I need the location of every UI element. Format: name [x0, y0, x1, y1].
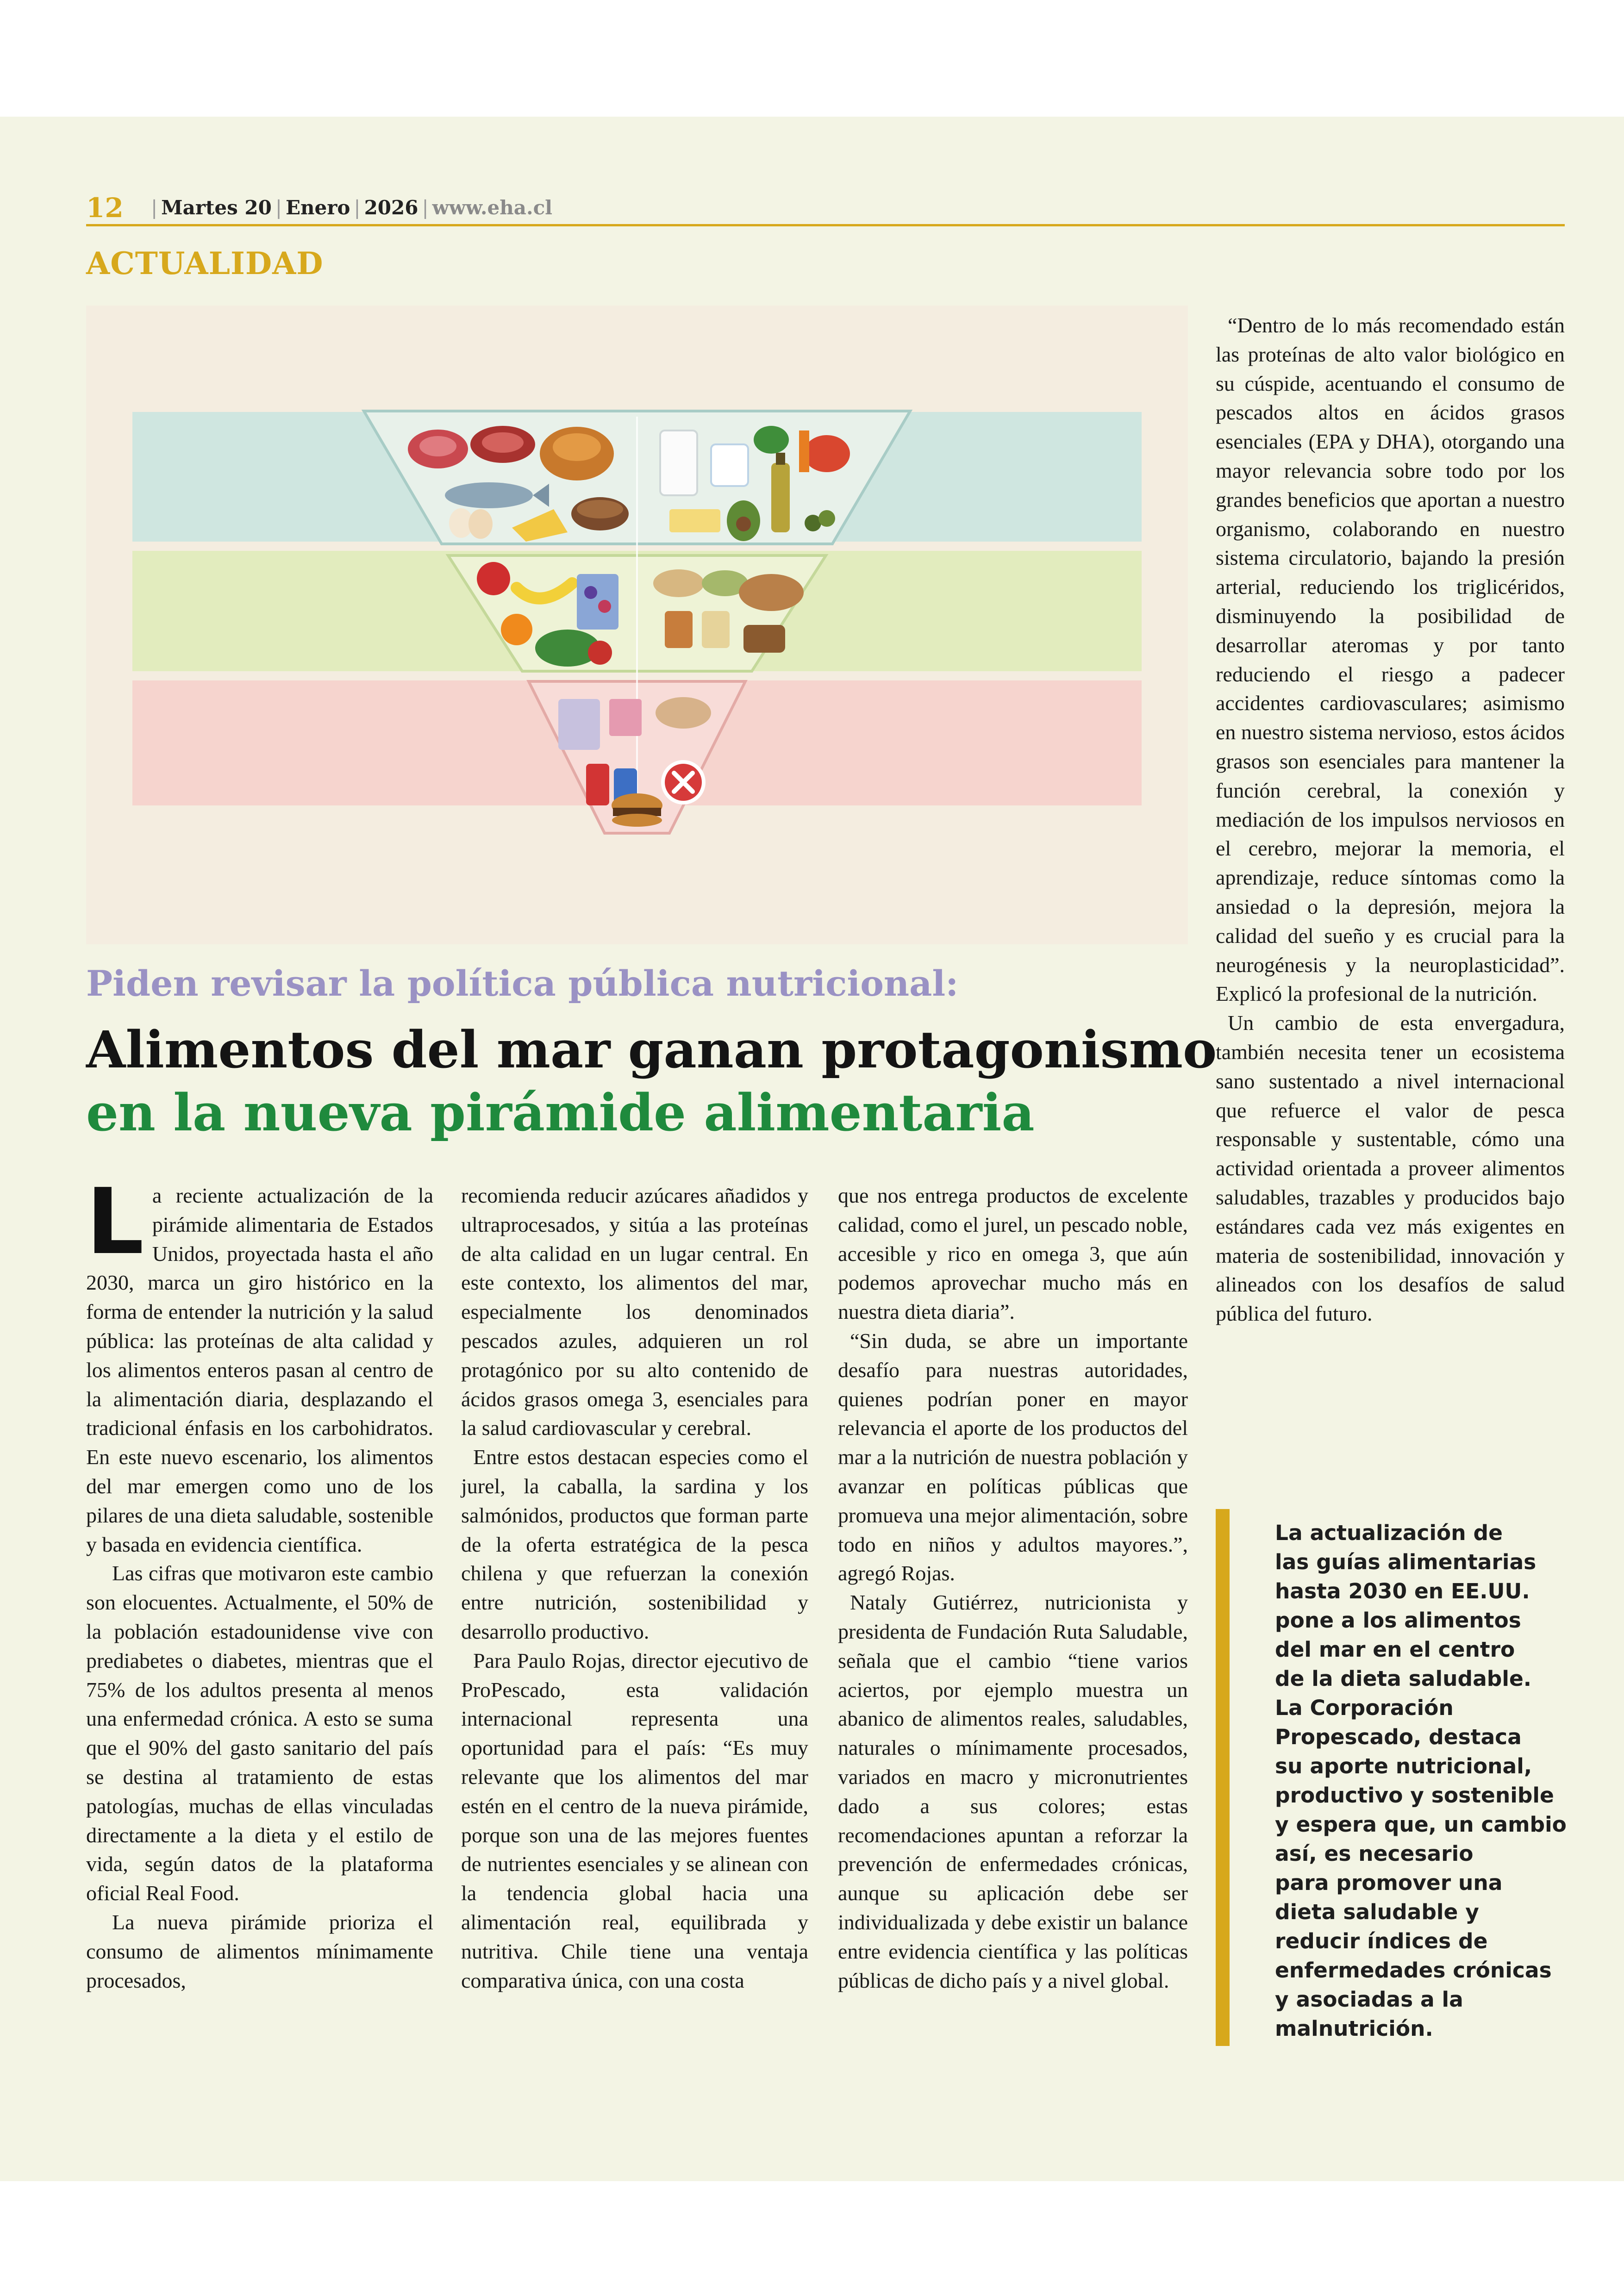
- issue-date: | Martes 20 | Enero | 2026 | www.eha.cl: [151, 196, 553, 219]
- article-column-4: [1216, 311, 1565, 1328]
- website-link[interactable]: www.eha.cl: [432, 196, 553, 219]
- butter-icon: [669, 509, 720, 532]
- pull-quote-text: La actualización de las guías alimentarias hasta 2030 en EE.UU. pone a los alimentos del mar en el centro de la dieta saludable. La Corporación Propescado, destaca su aporte nutricional, productivo y sostenible y espera que, un cambio así, es necesario para promover una dieta saludable y reducir índices de enfermedades crónicas y asociadas a la malnutrición.: [1275, 1521, 1567, 2041]
- apple-icon: [477, 562, 510, 595]
- olive-oil-icon: [771, 453, 790, 532]
- paragraph: Para Paulo Rojas, director ejecutivo de ProPescado, esta validación internacional representa una oportunidad para el país: “Es muy relevante que los alimentos del mar estén en el centro de la nueva pirámide, porque son una de las mejores fuentes de nutrientes esenciales y se alinean con la tendencia global hacia una alimentación real, equilibrada y nutritiva. Chile tiene una ventaja comparativa única, con una costa: [461, 1648, 808, 1992]
- nuts-bowl-icon: [571, 497, 629, 530]
- paragraph: Un cambio de esta envergadura, también necesita tener un ecosistema sano sustentado a nivel internacional que refuerce el valor de pesca responsable y sustentable, cómo una actividad orientada a proveer alimentos saludables, trazables y producidos bajo estándares cada vez más exigentes en materia de sostenibilidad, innovación y alineados con los desafíos de salud pública del futuro.: [1216, 1011, 1565, 1326]
- yogurt-icon: [711, 444, 748, 486]
- headline-line-2: en la nueva pirámide alimentaria: [86, 1083, 1035, 1142]
- orange-icon: [501, 614, 532, 645]
- paragraph: “Dentro de lo más recomendado están las proteínas de alto valor biológico en su cúspide, acentuando el consumo de pescados altos en ácidos grasos esenciales (EPA y DHA), otorgando una mayor relevancia sobre todo por los grandes beneficios que aportan a nuestro organismo, colaborando en nuestro sistema circulatorio, bajando la presión arterial, reduciendo los triglicéridos, disminuyendo la posibilidad de desarrollar ateromas y por tanto reduciendo el riesgo a padecer accidentes cardiovasculares; asimismo en nuestro sistema nervioso, estos ácidos grasos son esenciales para mantener la función cerebral, la conexión y mediación de los impulsos nerviosos en el cerebro, mejorar la memoria, el aprendizaje, reduce síntomas como la ansiedad o la depresión, mejora la calidad del sueño y es crucial para la neurogénesis y la neuroplasticidad”. Explicó la profesional de la nutrición.: [1216, 313, 1565, 1006]
- article-column-3: [838, 1181, 1188, 1995]
- paragraph: Nataly Gutiérrez, nutricionista y presidenta de Fundación Ruta Saludable, señala que el cambio “tiene varios aciertos, por ejemplo muestra un abanico de alimentos reales, saludables, naturales o mínimamente procesados, variados en macro y micronutrientes dado a sus colores; estas recomendaciones apuntan a reforzar la prevención de enfermedades crónicas, aunque su aplicación debe ser individualizada y debe existir un balance entre evidencia científica y las políticas públicas de dicho país y a nivel global.: [838, 1590, 1188, 1992]
- article-column-1: [86, 1169, 433, 1995]
- issue-year: 2026: [364, 196, 418, 219]
- burger-icon: [612, 793, 662, 827]
- milk-glass-icon: [660, 430, 697, 495]
- pull-quote: [1216, 1509, 1565, 2046]
- avocado-icon: [727, 500, 760, 541]
- paragraph: Entre estos destacan especies como el jurel, la caballa, la sardina y los salmónidos, productos que forman parte de la oferta estratégica de la pesca chilena y que refuerzan la conexión entre nutrición, sostenibilidad y desarrollo productivo.: [461, 1445, 808, 1643]
- pull-quote-bar: [1216, 1509, 1230, 2046]
- limit-warning-icon: [663, 762, 704, 803]
- meat-icon: [408, 430, 468, 468]
- paragraph: Las cifras que motivaron este cambio son elocuentes. Actualmente, el 50% de la población estadounidense vive con prediabetes o diabetes, mientras que el 75% de los adultos presenta al menos una enfermedad crónica. A esto se suma que el 90% del gasto sanitario del país se destina al tratamiento de estas patologías, muchas de ellas vinculadas directamente a la dieta y el estilo de vida, según datos de la plataforma oficial Real Food.: [86, 1561, 433, 1905]
- article-kicker: Piden revisar la política pública nutricional:: [86, 963, 959, 1004]
- section-title: ACTUALIDAD: [86, 245, 324, 281]
- berries-bag-icon: [577, 574, 618, 630]
- chicken-icon: [540, 427, 614, 480]
- paragraph: La nueva pirámide prioriza el consumo de alimentos mínimamente procesados,: [86, 1910, 433, 1992]
- article-column-2: [461, 1181, 808, 1995]
- paragraph: que nos entrega productos de excelente calidad, como el jurel, un pescado noble, accesible y rico en omega 3, que aún podemos aprovechar mucho más en nuestra dieta diaria”.: [838, 1184, 1188, 1324]
- article-headline: [86, 1018, 1217, 1144]
- paragraph: La reciente actualización de la pirámide alimentaria de Estados Unidos, proyectada hasta el año 2030, marca un giro histórico en la forma de entender la nutrición y la salud pública: las proteínas de alta calidad y los alimentos enteros pasan al centro de la alimentación diaria, desplazando el tradicional énfasis en los carbohidratos. En este nuevo escenario, los alimentos del mar emergen como uno de los pilares de una dieta saludable, sostenible y basada en evidencia científica.: [86, 1169, 433, 1556]
- paragraph: recomienda reducir azúcares añadidos y ultraprocesados, y sitúa a las proteínas de alta calidad en un lugar central. En este contexto, los alimentos del mar, especialmente los denominados pescados azules, adquieren un rol protagónico por su alto contenido de ácidos grasos omega 3, esenciales para la salud cardiovascular y cerebral.: [461, 1184, 808, 1440]
- issue-month: Enero: [285, 196, 350, 219]
- headline-line-1: Alimentos del mar ganan protagonismo: [86, 1020, 1217, 1079]
- steak-icon: [470, 426, 535, 463]
- page-header: [86, 190, 1565, 226]
- paragraph: “Sin duda, se abre un importante desafío para nuestras autoridades, quienes podrían poner en mayor relevancia el aporte de los productos del mar a la nutrición de nuestra población y avanzar en políticas públicas que promueva una mejor alimentación, sobre todo en niños y adultos mayores.”, agregó Rojas.: [838, 1328, 1188, 1585]
- page-number: 12: [86, 192, 124, 224]
- drop-cap: L: [86, 1169, 144, 1275]
- issue-day: Martes 20: [161, 196, 272, 219]
- food-pyramid-illustration: [86, 306, 1188, 944]
